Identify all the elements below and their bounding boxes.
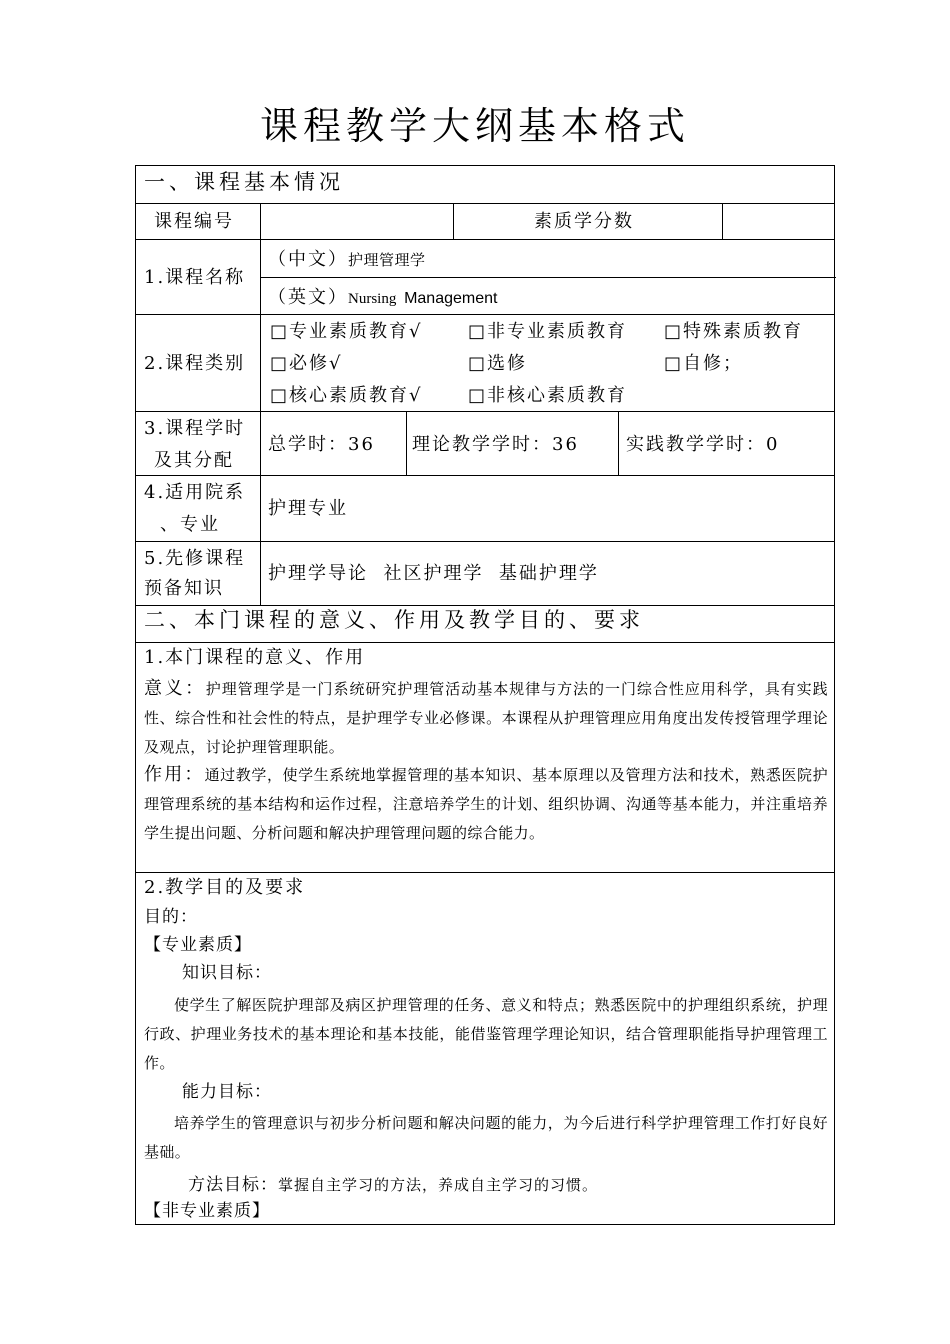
method-goal-label: 方法目标： (188, 1175, 278, 1195)
row-divider (136, 411, 834, 412)
department-label-line1: 4.适用院系 (144, 482, 246, 503)
category-option-elective: □选修 (468, 353, 528, 374)
meaning-paragraph (144, 674, 828, 762)
row-divider (136, 314, 834, 315)
meaning-lead: 意义： (144, 678, 206, 699)
ability-goal-label: 能力目标： (182, 1082, 272, 1102)
hours-total: 总学时：36 (268, 434, 375, 455)
role-text: 通过教学，使学生系统地掌握管理的基本知识、基本原理以及管理方法和技术，熟悉医院护理管理系统的基本结构和运作过程，注意培养学生的计划、组织协调、沟通等基本能力，并注重培养学生提出问题、分析问题和解决护理管理问题的综合能力。 (144, 766, 828, 842)
category-option-self-study: □自修； (664, 353, 744, 374)
row-divider (136, 872, 834, 873)
knowledge-goal-label: 知识目标： (182, 963, 272, 983)
meaning-text: 护理管理学是一门系统研究护理管活动基本规律与方法的一门综合性应用科学，具有实践性、综合性和社会性的特点，是护理学专业必修课。本课程从护理管理应用角度出发传授管理学理论及观点，讨论护理管理职能。 (144, 680, 829, 756)
course-category-label: 2.课程类别 (144, 353, 246, 374)
subsection-title: 2.教学目的及要求 (144, 877, 306, 898)
prerequisite-label-line2: 预备知识 (144, 578, 224, 599)
column-divider (722, 203, 723, 239)
column-divider (618, 411, 619, 475)
course-code-label: 课程编号 (154, 211, 234, 232)
category-option-required: □必修√ (270, 353, 343, 374)
non-professional-quality-heading: 【非专业素质】 (144, 1201, 270, 1221)
page-title: 课程教学大纲基本格式 (259, 104, 690, 148)
hours-label-line2: 及其分配 (154, 450, 234, 471)
section-heading: 二、本门课程的意义、作用及教学目的、要求 (144, 608, 644, 632)
row-divider (260, 277, 836, 278)
column-divider (406, 411, 407, 475)
hours-practice: 实践教学学时：0 (626, 434, 780, 455)
prerequisite-label-line1: 5.先修课程 (144, 548, 246, 569)
hours-label-line1: 3.课程学时 (144, 418, 246, 439)
course-name-en (268, 286, 497, 311)
department-value: 护理专业 (268, 498, 348, 519)
syllabus-table (135, 165, 835, 1225)
row-divider (136, 642, 834, 643)
section-heading: 一、课程基本情况 (144, 170, 344, 194)
category-option-special: □特殊素质教育 (664, 321, 804, 342)
course-name-en-word1: Nursing (348, 291, 397, 307)
category-option-non-core: □非核心素质教育 (468, 385, 628, 406)
course-name-label: 1.课程名称 (144, 267, 246, 288)
course-name-en-prefix: （英文） (268, 287, 348, 308)
professional-quality-heading: 【专业素质】 (144, 935, 252, 955)
knowledge-goal-text: 使学生了解医院护理部及病区护理管理的任务、意义和特点；熟悉医院中的护理组织系统，护理行政、护理业务技术的基本理论和基本技能，能借鉴管理学理论知识，结合管理职能指导护理管理工作。 (144, 996, 828, 1072)
row-divider (136, 475, 834, 476)
purpose-label: 目的： (144, 907, 198, 927)
course-name-cn-value: 护理管理学 (348, 251, 426, 269)
course-name-en-word2: Management (404, 290, 498, 307)
course-name-cn-prefix: （中文） (268, 249, 348, 270)
course-name-cn (268, 248, 426, 272)
role-lead: 作用： (144, 764, 205, 785)
column-divider (260, 203, 261, 605)
subsection-title: 1.本门课程的意义、作用 (144, 647, 366, 668)
row-divider (136, 541, 834, 542)
category-option-core: □核心素质教育√ (270, 385, 423, 406)
category-option-professional: □专业素质教育√ (270, 321, 423, 342)
row-divider (136, 203, 834, 204)
prerequisite-value: 护理学导论 社区护理学 基础护理学 (268, 563, 599, 584)
row-divider (136, 605, 834, 606)
column-divider (453, 203, 454, 239)
method-goal-text: 掌握自主学习的方法，养成自主学习的习惯。 (278, 1176, 599, 1194)
row-divider (136, 239, 834, 240)
department-label-line2: 、专业 (160, 514, 220, 535)
role-paragraph (144, 760, 828, 848)
category-option-non-professional: □非专业素质教育 (468, 321, 628, 342)
ability-goal-text: 培养学生的管理意识与初步分析问题和解决问题的能力，为今后进行科学护理管理工作打好良好基础。 (144, 1114, 828, 1161)
hours-theory: 理论教学学时：36 (412, 434, 579, 455)
method-goal (188, 1173, 598, 1197)
credits-label: 素质学分数 (534, 211, 634, 232)
